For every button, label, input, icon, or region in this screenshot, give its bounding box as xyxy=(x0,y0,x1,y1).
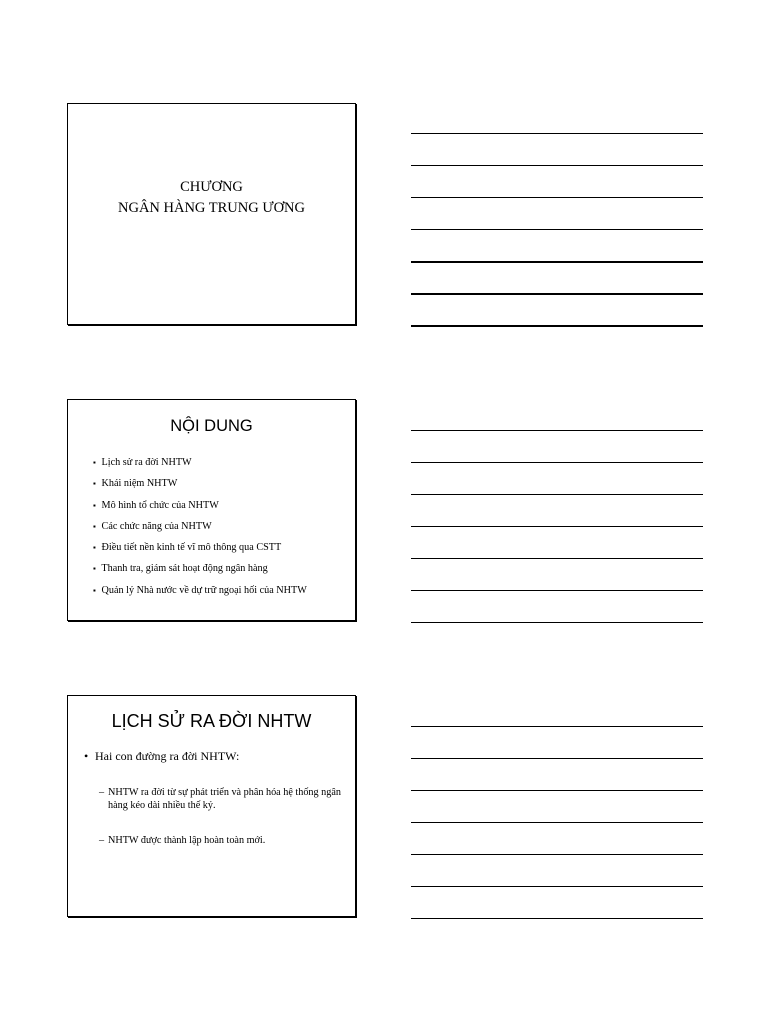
note-line xyxy=(411,758,703,759)
note-line xyxy=(411,261,703,263)
list-item xyxy=(93,478,307,499)
list-item-text: Lịch sử ra đời NHTW xyxy=(101,457,192,468)
list-item xyxy=(93,542,307,563)
note-line xyxy=(411,622,703,623)
list-item-text: Khái niệm NHTW xyxy=(101,478,178,490)
slide-2 xyxy=(67,399,356,621)
list-item xyxy=(93,585,307,606)
list-item xyxy=(93,563,307,584)
note-line xyxy=(411,430,703,431)
note-line xyxy=(411,325,703,327)
sub-point-1 xyxy=(99,787,349,812)
note-line xyxy=(411,918,703,919)
square-bullet-icon: ▪ xyxy=(93,458,96,467)
list-item-text: Các chức năng của NHTW xyxy=(101,520,212,532)
slide-1-title xyxy=(68,177,355,219)
note-line xyxy=(411,462,703,463)
contents-list xyxy=(93,457,307,606)
note-line xyxy=(411,854,703,855)
slide-1-title-line-2: NGÂN HÀNG TRUNG ƯƠNG xyxy=(118,200,305,216)
note-line xyxy=(411,558,703,559)
slide-3 xyxy=(67,695,356,917)
list-item xyxy=(93,457,307,478)
list-item-text: Mô hình tổ chức của NHTW xyxy=(101,499,219,511)
note-line xyxy=(411,293,703,295)
slide-2-title: NỘI DUNG xyxy=(170,417,253,435)
main-point-text: Hai con đường ra đời NHTW: xyxy=(95,749,240,763)
note-line xyxy=(411,726,703,727)
dash-bullet-icon: – xyxy=(99,835,105,846)
round-bullet-icon: • xyxy=(84,749,89,763)
slide-1 xyxy=(67,103,356,325)
note-line xyxy=(411,165,703,166)
note-line xyxy=(411,590,703,591)
note-line xyxy=(411,133,703,134)
square-bullet-icon: ▪ xyxy=(93,500,96,510)
note-line xyxy=(411,822,703,823)
list-item-text: Điều tiết nền kinh tế vĩ mô thông qua CSTT xyxy=(101,542,282,554)
list-item-text: Quản lý Nhà nước về dự trữ ngoại hối của NHTW xyxy=(101,584,307,596)
sub-point-text: NHTW ra đời từ sự phát triển và phân hóa hệ thống ngân hàng kéo dài nhiều thế kỷ. xyxy=(108,787,341,811)
sub-point-2 xyxy=(99,835,349,848)
square-bullet-icon: ▪ xyxy=(93,543,96,553)
slide-3-title: LỊCH SỬ RA ĐỜI NHTW xyxy=(111,711,312,731)
note-line xyxy=(411,494,703,495)
list-item-text: Thanh tra, giám sát hoạt động ngân hàng xyxy=(101,563,268,575)
note-line xyxy=(411,886,703,887)
note-line xyxy=(411,197,703,198)
sub-point-text: NHTW được thành lập hoàn toàn mới. xyxy=(108,835,266,846)
square-bullet-icon: ▪ xyxy=(93,564,96,574)
list-item xyxy=(93,521,307,542)
list-item xyxy=(93,500,307,521)
square-bullet-icon: ▪ xyxy=(93,521,96,531)
dash-bullet-icon: – xyxy=(99,787,105,798)
note-line xyxy=(411,790,703,791)
note-line xyxy=(411,229,703,230)
square-bullet-icon: ▪ xyxy=(93,479,96,489)
square-bullet-icon: ▪ xyxy=(93,585,96,595)
main-point xyxy=(84,749,239,764)
note-line xyxy=(411,526,703,527)
slide-1-title-line-1: CHƯƠNG xyxy=(180,179,243,195)
